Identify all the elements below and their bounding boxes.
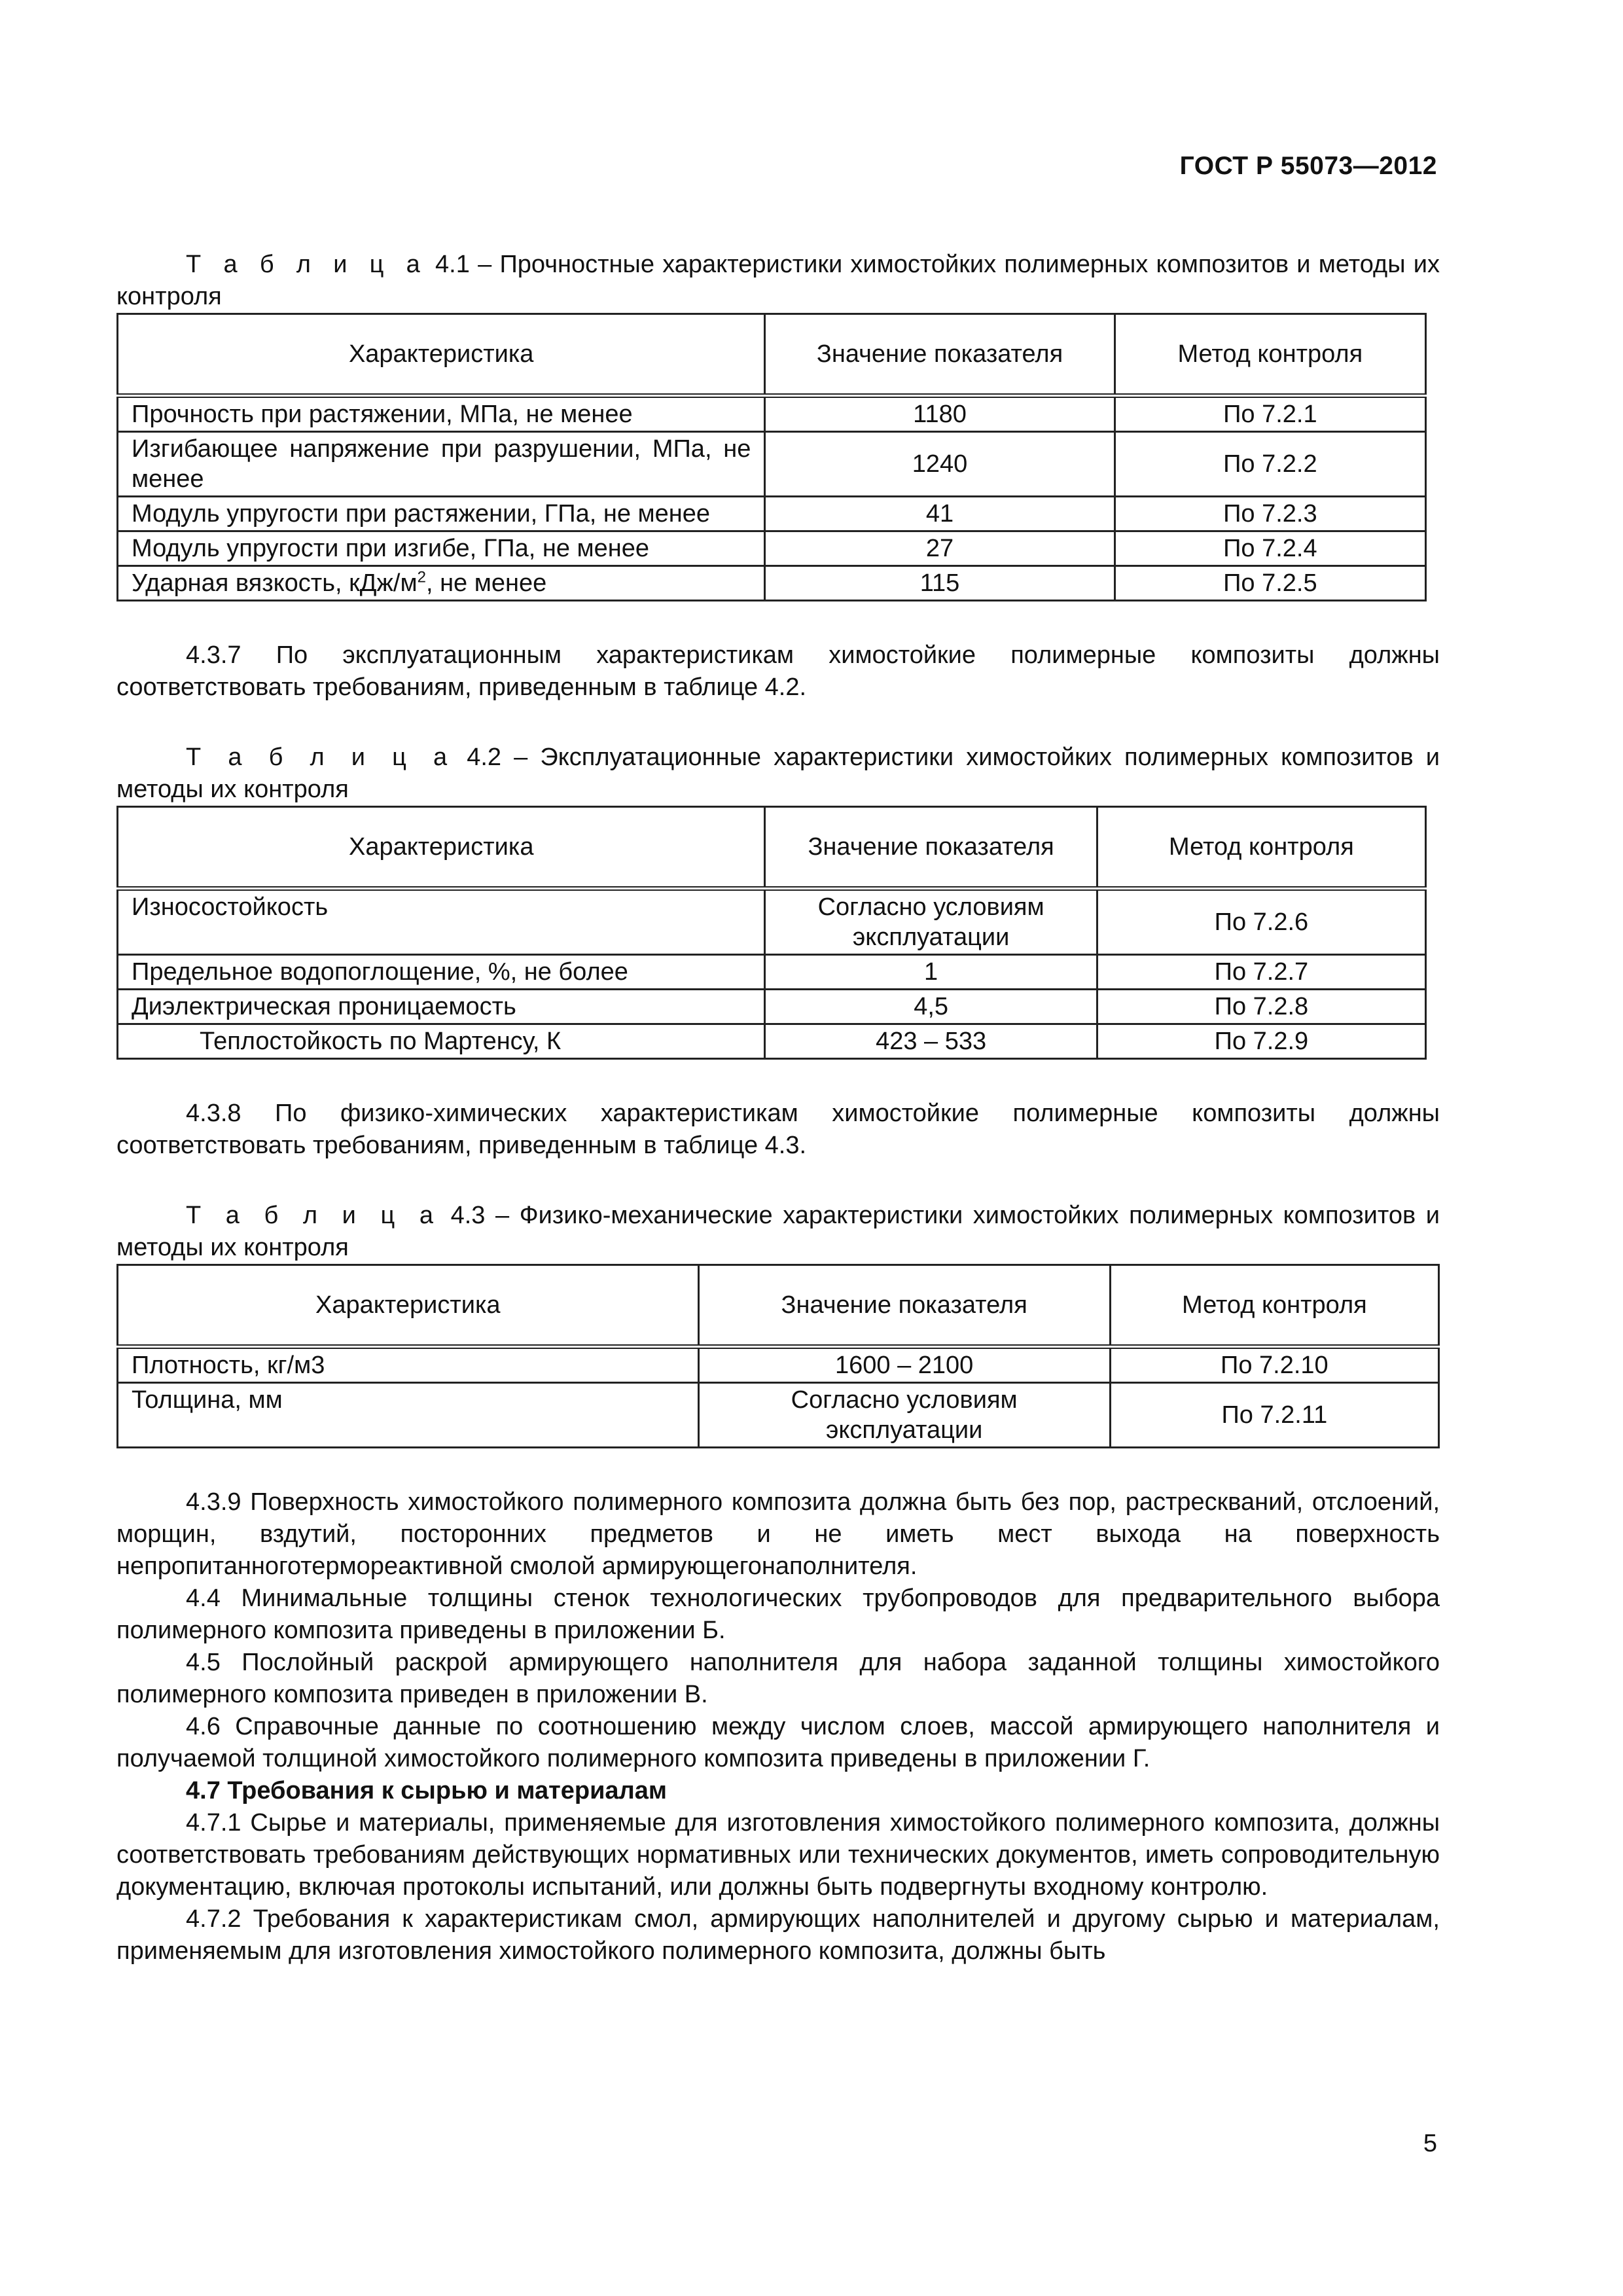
table1-row5-name-main: Ударная вязкость, кДж/м [132, 569, 418, 597]
table2-col-value: Значение показателя [765, 807, 1097, 889]
table3-row1-name: Плотность, кг/м3 [118, 1347, 699, 1383]
table1-row1-name: Прочность при растяжении, МПа, не менее [118, 396, 765, 432]
page-number: 5 [1423, 2130, 1437, 2157]
document-header-id: ГОСТ Р 55073—2012 [1179, 152, 1437, 180]
table3 [116, 1264, 1440, 1448]
table-row [118, 566, 1426, 601]
table-row [118, 990, 1426, 1024]
table1-caption-text: 4.1 – Прочностные характеристики химостойких полимерных композитов и методы их контроля [116, 251, 1440, 310]
table2-row4-name: Теплостойкость по Мартенсу, К [118, 1024, 765, 1059]
table3-caption-label: Т а б л и ц а [186, 1202, 440, 1229]
table2-col-method: Метод контроля [1097, 807, 1425, 889]
table2-caption [116, 742, 1440, 806]
table3-row1-method: По 7.2.10 [1110, 1347, 1438, 1383]
table3-col-value: Значение показателя [698, 1265, 1110, 1347]
table1-row4-value: 27 [765, 531, 1115, 566]
page-content [116, 249, 1440, 1967]
table2-header-row [118, 807, 1426, 889]
table1-row3-name: Модуль упругости при растяжении, ГПа, не менее [118, 497, 765, 531]
table1-col-method: Метод контроля [1115, 314, 1425, 396]
table-row [118, 531, 1426, 566]
table2-row3-method: По 7.2.8 [1097, 990, 1425, 1024]
table1-row5-name-sup: 2 [417, 568, 426, 586]
table1-row3-method: По 7.2.3 [1115, 497, 1425, 531]
table-row [118, 396, 1426, 432]
table-row [118, 889, 1426, 955]
table1-row5-value: 115 [765, 566, 1115, 601]
table2-row1-method: По 7.2.6 [1097, 889, 1425, 955]
table2-row2-value: 1 [765, 955, 1097, 990]
paragraph-4-6: 4.6 Справочные данные по соотношению между числом слоев, массой армирующего наполнителя и получаемой толщиной химостойкого полимерного композита приведены в приложении Г. [116, 1713, 1440, 1772]
table2-row2-method: По 7.2.7 [1097, 955, 1425, 990]
table3-row2-value: Согласно условиям эксплуатации [698, 1383, 1110, 1448]
table1-row1-value: 1180 [765, 396, 1115, 432]
table1-row4-name: Модуль упругости при изгибе, ГПа, не менее [118, 531, 765, 566]
table-row [118, 497, 1426, 531]
table2-caption-label: Т а б л и ц а [186, 744, 455, 771]
paragraph-4-4: 4.4 Минимальные толщины стенок технологических трубопроводов для предварительного выбора полимерного композита приведены в приложении Б. [116, 1585, 1440, 1644]
table2-row2-name: Предельное водопоглощение, %, не более [118, 955, 765, 990]
table2-row1-value: Согласно условиям эксплуатации [765, 889, 1097, 955]
table2-row3-value: 4,5 [765, 990, 1097, 1024]
table-row [118, 1024, 1426, 1059]
table3-col-method: Метод контроля [1110, 1265, 1438, 1347]
paragraph-4-3-9: 4.3.9 Поверхность химостойкого полимерного композита должна быть без пор, растрескваний, отслоений, морщин, вздутий, посторонних предметов и не иметь мест выхода на поверхность непропитанноготермореактивной смолой армирующегонаполнителя. [116, 1488, 1440, 1580]
table1-caption-label: Т а б л и ц а [186, 251, 427, 278]
table1-row3-value: 41 [765, 497, 1115, 531]
table-row [118, 1383, 1439, 1448]
section-heading-4-7: 4.7 Требования к сырью и материалам [186, 1777, 667, 1804]
table2-row3-name: Диэлектрическая проницаемость [118, 990, 765, 1024]
table1-row2-method: По 7.2.2 [1115, 432, 1425, 497]
table1-row1-method: По 7.2.1 [1115, 396, 1425, 432]
table3-caption-text: 4.3 – Физико-механические характеристики химостойких полимерных композитов и методы их контроля [116, 1202, 1440, 1261]
table2-col-characteristic: Характеристика [118, 807, 765, 889]
table1-row2-name: Изгибающее напряжение при разрушении, МПа, не менее [118, 432, 765, 497]
table3-header-row [118, 1265, 1439, 1347]
table1-col-characteristic: Характеристика [118, 314, 765, 396]
table1-row5-method: По 7.2.5 [1115, 566, 1425, 601]
table1-caption [116, 249, 1440, 313]
table3-row2-method: По 7.2.11 [1110, 1383, 1438, 1448]
table2-caption-text: 4.2 – Эксплуатационные характеристики химостойких полимерных композитов и методы их контроля [116, 744, 1440, 803]
table3-caption [116, 1200, 1440, 1264]
table1-row2-value: 1240 [765, 432, 1115, 497]
table2 [116, 806, 1427, 1060]
table1-row4-method: По 7.2.4 [1115, 531, 1425, 566]
paragraph-4-3-8: 4.3.8 По физико-химических характеристикам химостойкие полимерные композиты должны соответствовать требованиям, приведенным в таблице 4.3. [116, 1100, 1440, 1159]
table1-row5-name-tail: , не менее [425, 569, 547, 597]
table2-row1-name: Износостойкость [118, 889, 765, 955]
table1 [116, 313, 1427, 601]
table3-col-characteristic: Характеристика [118, 1265, 699, 1347]
table-row [118, 955, 1426, 990]
table1-col-value: Значение показателя [765, 314, 1115, 396]
table1-row5-name [118, 566, 765, 601]
paragraph-4-5: 4.5 Послойный раскрой армирующего наполнителя для набора заданной толщины химостойкого полимерного композита приведен в приложении В. [116, 1649, 1440, 1708]
table2-row4-value: 423 – 533 [765, 1024, 1097, 1059]
table3-row1-value: 1600 – 2100 [698, 1347, 1110, 1383]
table-row [118, 1347, 1439, 1383]
table2-row4-method: По 7.2.9 [1097, 1024, 1425, 1059]
table1-header-row [118, 314, 1426, 396]
paragraph-4-3-7: 4.3.7 По эксплуатационным характеристикам химостойкие полимерные композиты должны соответствовать требованиям, приведенным в таблице 4.2. [116, 641, 1440, 701]
table-row [118, 432, 1426, 497]
table3-row2-name: Толщина, мм [118, 1383, 699, 1448]
paragraph-4-7-2: 4.7.2 Требования к характеристикам смол, армирующих наполнителей и другому сырью и материалам, применяемым для изготовления химостойкого полимерного композита, должны быть [116, 1905, 1440, 1965]
paragraph-4-7-1: 4.7.1 Сырье и материалы, применяемые для изготовления химостойкого полимерного композита, должны соответствовать требованиям действующих нормативных или технических документов, иметь сопроводительную документацию, включая протоколы испытаний, или должны быть подвергнуты входному контролю. [116, 1809, 1440, 1901]
